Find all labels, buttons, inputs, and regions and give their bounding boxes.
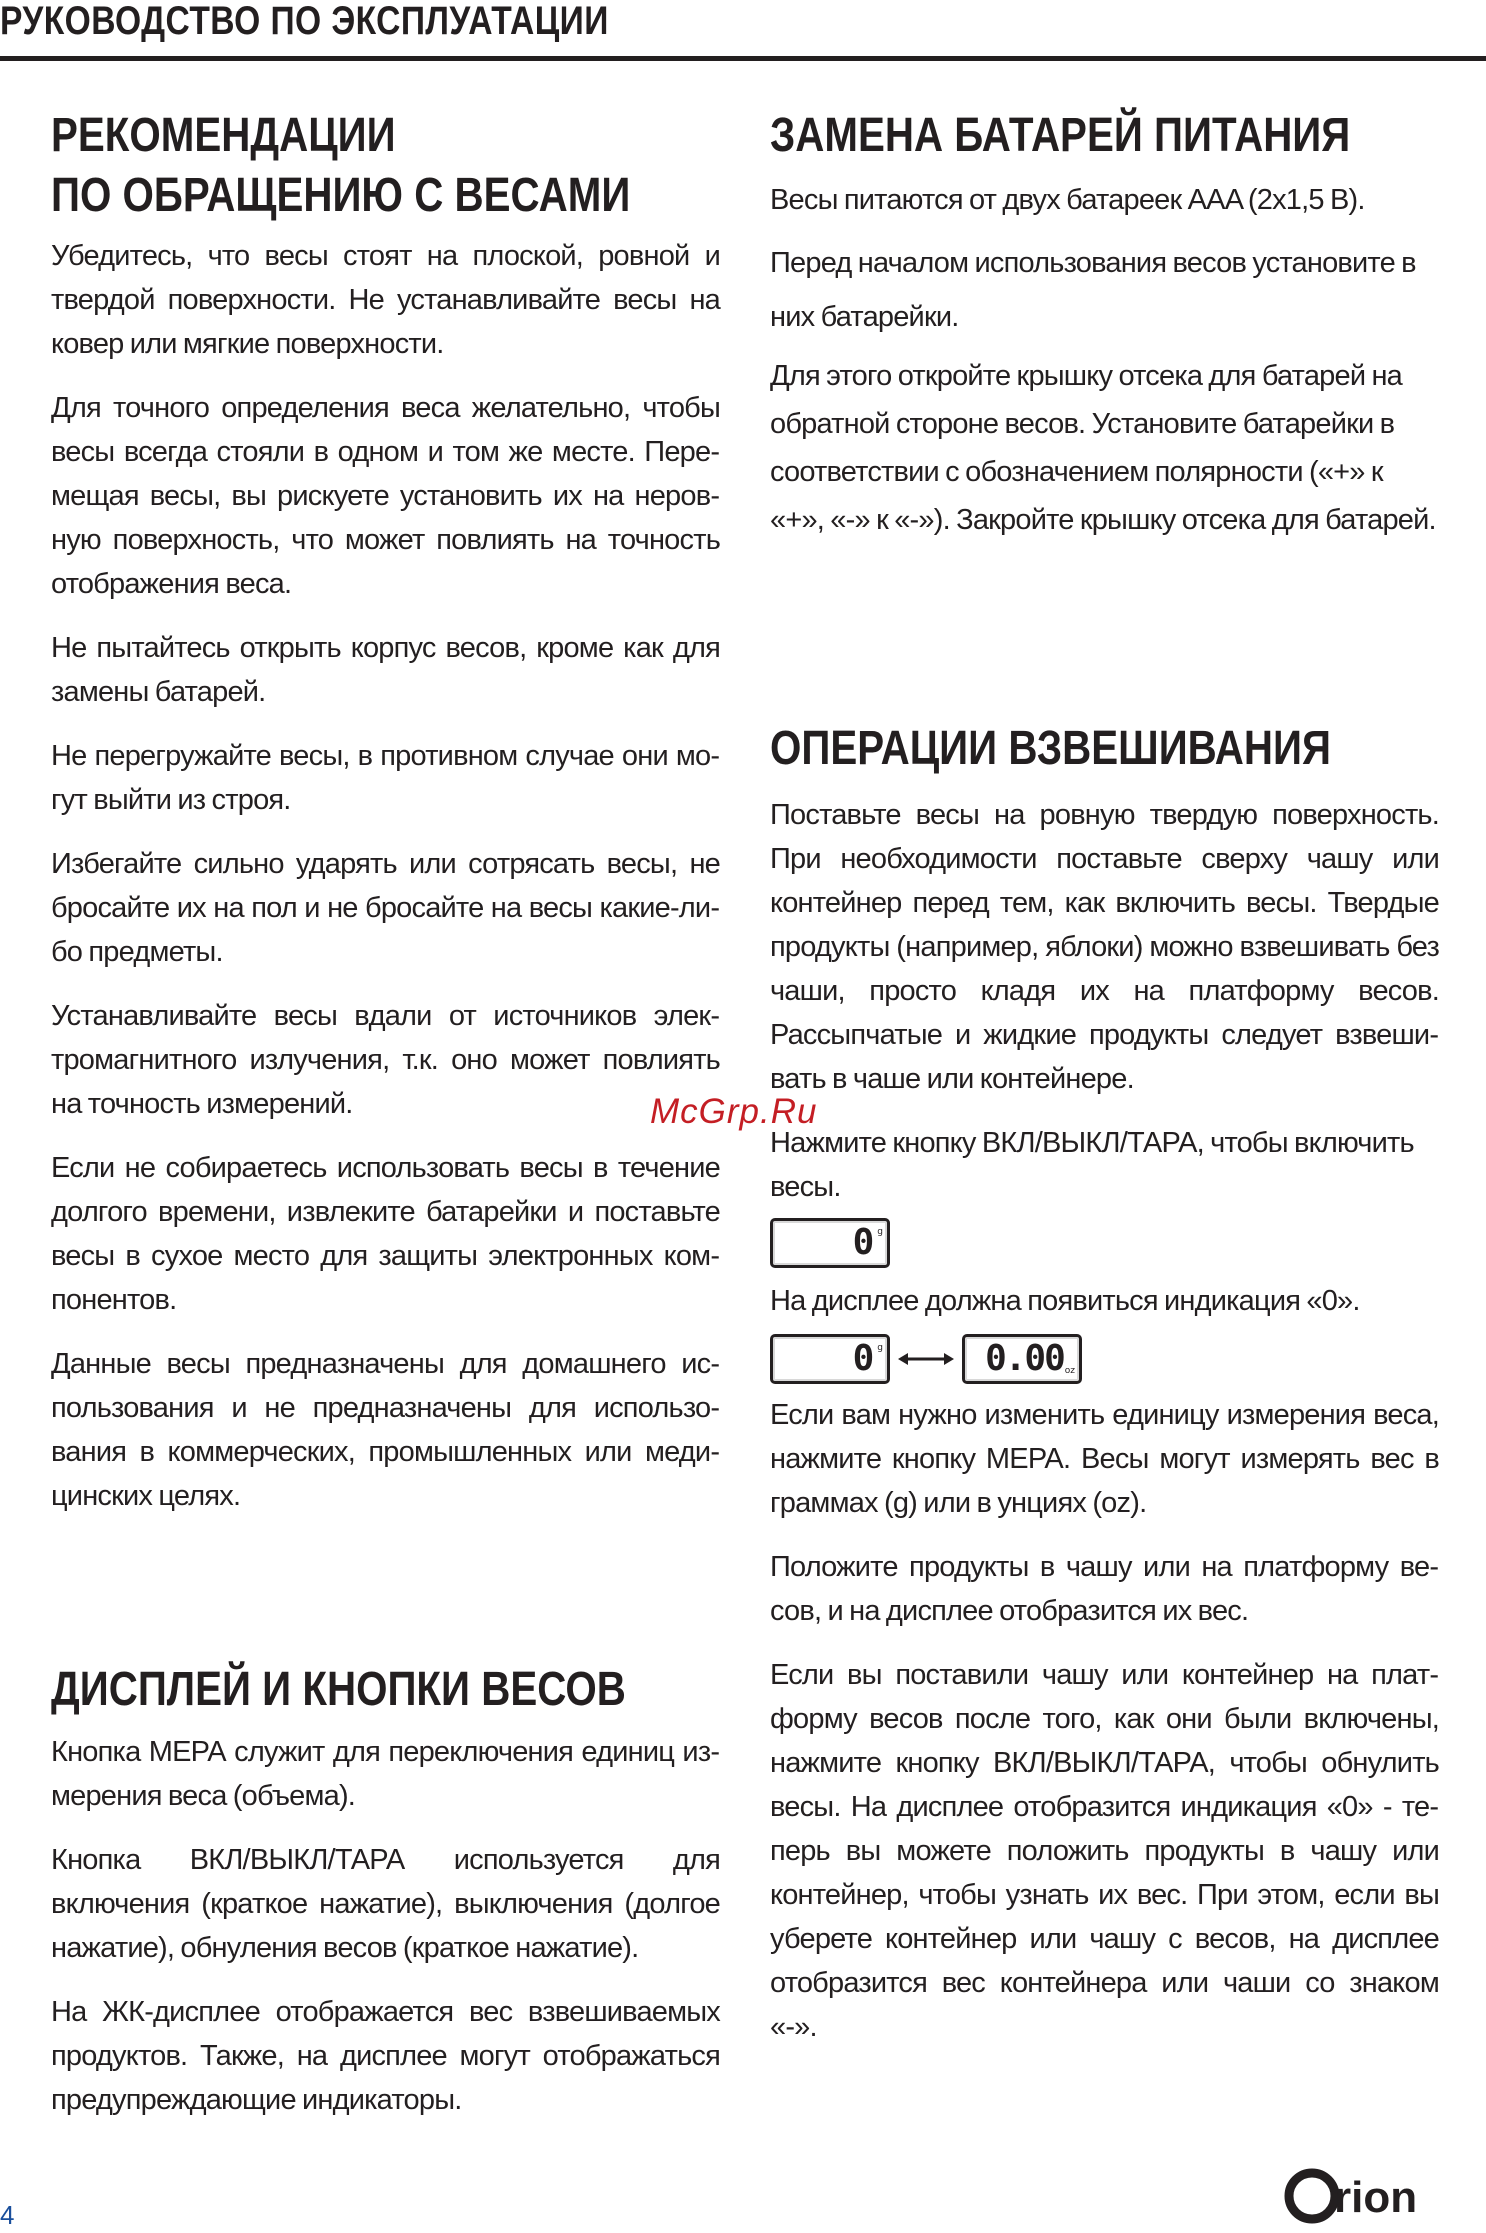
battery-paragraph-2: Перед началом использования весов установите в них батарейки.	[770, 247, 1416, 333]
section-title-weighing: ОПЕРАЦИИ ВЗВЕШИВАНИЯ	[770, 722, 1331, 775]
care-paragraph-7: Если не собираетесь использовать весы в течение долгого времени, извлеките батарейки и поставьте весы в сухое место для защиты электронных компонентов.	[51, 1152, 720, 1316]
page-number: 4	[0, 2200, 15, 2230]
battery-paragraph-3: Для этого откройте крышку отсека для батарей на обратной стороне весов. Установите батарейки в соответствии с обозначением полярности («+» к «+», «-» к «-»). Закройте крышку отсека для батарей.	[770, 360, 1436, 536]
care-paragraph-4: Не перегружайте весы, в противном случае они могут выйти из строя.	[51, 740, 720, 816]
lcd-unit-grams: g	[877, 1343, 883, 1353]
care-paragraph-3: Не пытайтесь открыть корпус весов, кроме как для замены батарей.	[51, 632, 720, 708]
watermark-text: McGrp.Ru	[650, 1092, 818, 1131]
section-title-battery: ЗАМЕНА БАТАРЕЙ ПИТАНИЯ	[770, 109, 1351, 162]
lcd-unit-ounces: oz	[1064, 1366, 1075, 1376]
lcd-unit: g	[877, 1227, 883, 1237]
header-divider	[0, 56, 1486, 61]
left-column	[51, 100, 720, 2122]
care-paragraph-2: Для точного определения веса желательно, чтобы весы всегда стояли в одном и том же месте. Перемещая весы, вы рискуете установить их на неровную поверхность, что может повлиять на точность отображения веса.	[51, 392, 720, 600]
weighing-paragraph-5: Положите продукты в чашу или на платформу весов, и на дисплее отобразится их вес.	[770, 1551, 1439, 1627]
care-paragraph-8: Данные весы предназначены для домашнего использования и не предназначены для использования в коммерческих, промышленных или медицинских целях.	[51, 1348, 720, 1512]
section-title-care-line2: ПО ОБРАЩЕНИЮ С ВЕСАМИ	[51, 169, 631, 222]
logo-text: rion	[1334, 2173, 1418, 2222]
display-paragraph-1: Кнопка МЕРА служит для переключения единиц измерения веса (объема).	[51, 1736, 720, 1812]
double-arrow-icon	[896, 1344, 956, 1374]
display-paragraph-2: Кнопка ВКЛ/ВЫКЛ/ТАРА используется для включения (краткое нажатие), выключения (долгое нажатие), обнуления весов (краткое нажатие).	[51, 1844, 720, 1964]
section-title-display: ДИСПЛЕЙ И КНОПКИ ВЕСОВ	[51, 1663, 626, 1716]
battery-paragraph-1: Весы питаются от двух батареек AAA (2x1,5 В).	[770, 184, 1365, 216]
care-paragraph-6: Устанавливайте весы вдали от источников электромагнитного излучения, т.к. оно может повлиять на точность измерений.	[51, 1000, 720, 1120]
weighing-paragraph-2: Нажмите кнопку ВКЛ/ВЫКЛ/ТАРА, чтобы включить весы.	[770, 1127, 1414, 1203]
weighing-paragraph-4: Если вам нужно изменить единицу измерения веса, нажмите кнопку МЕРА. Весы могут измерять вес в граммах (g) или в унциях (oz).	[770, 1399, 1439, 1519]
orion-logo	[1282, 2160, 1442, 2226]
lcd-example-on	[770, 1213, 1439, 1273]
weighing-paragraph-3: На дисплее должна появиться индикация «0».	[770, 1285, 1360, 1317]
lcd-digits-grams: 0	[852, 1338, 877, 1379]
care-paragraph-5: Избегайте сильно ударять или сотрясать весы, не бросайте их на пол и не бросайте на весы какие-либо предметы.	[51, 848, 720, 968]
weighing-paragraph-1: Поставьте весы на ровную твердую поверхность. При необходимости поставьте сверху чашу или контейнер перед тем, как включить весы. Твердые продукты (например, яблоки) можно взвешивать без чаши, просто кладя их на платформу весов. Рассыпчатые и жидкие продукты следует взвешивать в чаше или контейнере.	[770, 799, 1439, 1095]
lcd-display-grams-2	[770, 1334, 890, 1384]
lcd-example-units	[770, 1327, 1439, 1391]
lcd-digits-ounces: 0.00	[985, 1338, 1064, 1379]
right-column	[770, 100, 1439, 2049]
lcd-display-ounces	[962, 1334, 1082, 1384]
lcd-digits: 0	[852, 1222, 877, 1263]
header-title: РУКОВОДСТВО ПО ЭКСПЛУАТАЦИИ	[0, 0, 609, 43]
section-title-care-line1: РЕКОМЕНДАЦИИ	[51, 109, 396, 162]
weighing-paragraph-6: Если вы поставили чашу или контейнер на платформу весов после того, как они были включены, нажмите кнопку ВКЛ/ВЫКЛ/ТАРА, чтобы обнулить весы. На дисплее отобразится индикация «0» - теперь вы можете положить продукты в чашу или контейнер, чтобы узнать их вес. При этом, если вы уберете контейнер или чашу с весов, на дисплее отобразится вес контейнера или чаши со знаком «-».	[770, 1659, 1439, 2043]
care-paragraph-1: Убедитесь, что весы стоят на плоской, ровной и твердой поверхности. Не устанавливайте весы на ковер или мягкие поверхности.	[51, 240, 720, 360]
lcd-display-grams	[770, 1218, 890, 1268]
display-paragraph-3: На ЖК-дисплее отображается вес взвешиваемых продуктов. Также, на дисплее могут отображаться предупреждающие индикаторы.	[51, 1996, 720, 2116]
